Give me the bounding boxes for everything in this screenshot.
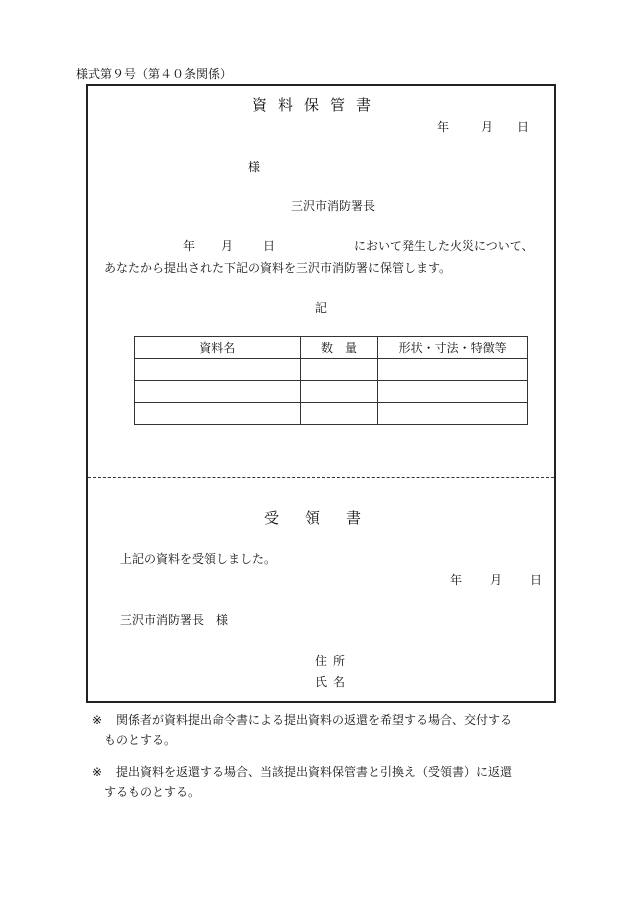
table-cell xyxy=(378,381,528,403)
date-year: 年 xyxy=(450,573,463,587)
table-row xyxy=(135,381,528,403)
addressee-suffix: 様 xyxy=(248,160,261,174)
name-label: 氏名 xyxy=(315,675,352,689)
note-2 xyxy=(92,762,552,802)
ki-heading: 記 xyxy=(315,301,328,315)
table-cell xyxy=(378,359,528,381)
note-mark: ※ xyxy=(92,765,103,779)
storage-title: 資料保管書 xyxy=(252,96,383,114)
note-mark: ※ xyxy=(92,713,103,727)
table-row xyxy=(135,403,528,425)
table-cell xyxy=(300,403,378,425)
table-cell xyxy=(135,359,301,381)
cut-line xyxy=(88,477,554,478)
body-line-1-tail: において発生した火災について、 xyxy=(354,239,534,253)
receipt-addressee: 三沢市消防署長 様 xyxy=(120,613,229,627)
incident-day: 日 xyxy=(263,239,276,253)
body-line-2: あなたから提出された下記の資料を三沢市消防署に保管します。 xyxy=(104,261,452,275)
note-1 xyxy=(92,710,552,750)
receipt-title: 受領書 xyxy=(264,509,388,527)
note-line: 関係者が資料提出命令書による提出資料の返還を希望する場合、交付する xyxy=(116,713,513,727)
table-cell xyxy=(300,381,378,403)
date-month: 月 xyxy=(481,120,494,134)
date-day: 日 xyxy=(517,120,530,134)
form-number: 様式第９号（第４０条関係） xyxy=(76,67,233,81)
address-label: 住所 xyxy=(315,654,352,668)
table-cell xyxy=(300,359,378,381)
note-line: 提出資料を返還する場合、当該提出資料保管書と引換え（受領書）に返還 xyxy=(116,765,513,779)
table-cell xyxy=(135,381,301,403)
incident-year: 年 xyxy=(183,239,196,253)
receipt-date xyxy=(450,574,542,586)
note-line: するものとする。 xyxy=(104,785,201,799)
materials-table xyxy=(134,336,528,425)
issuer: 三沢市消防署長 xyxy=(291,199,376,213)
storage-date xyxy=(437,121,529,133)
incident-month: 月 xyxy=(221,239,234,253)
col-material-name: 資料名 xyxy=(135,337,301,359)
date-month: 月 xyxy=(490,573,503,587)
received-text: 上記の資料を受領しました。 xyxy=(120,552,277,566)
incident-date xyxy=(183,240,275,252)
table-cell xyxy=(378,403,528,425)
table-cell xyxy=(135,403,301,425)
date-day: 日 xyxy=(530,573,543,587)
date-year: 年 xyxy=(437,120,450,134)
col-quantity: 数 量 xyxy=(300,337,378,359)
col-shape-size-features: 形状・寸法・特徴等 xyxy=(378,337,528,359)
table-header-row xyxy=(135,337,528,359)
note-line: ものとする。 xyxy=(104,733,177,747)
table-row xyxy=(135,359,528,381)
